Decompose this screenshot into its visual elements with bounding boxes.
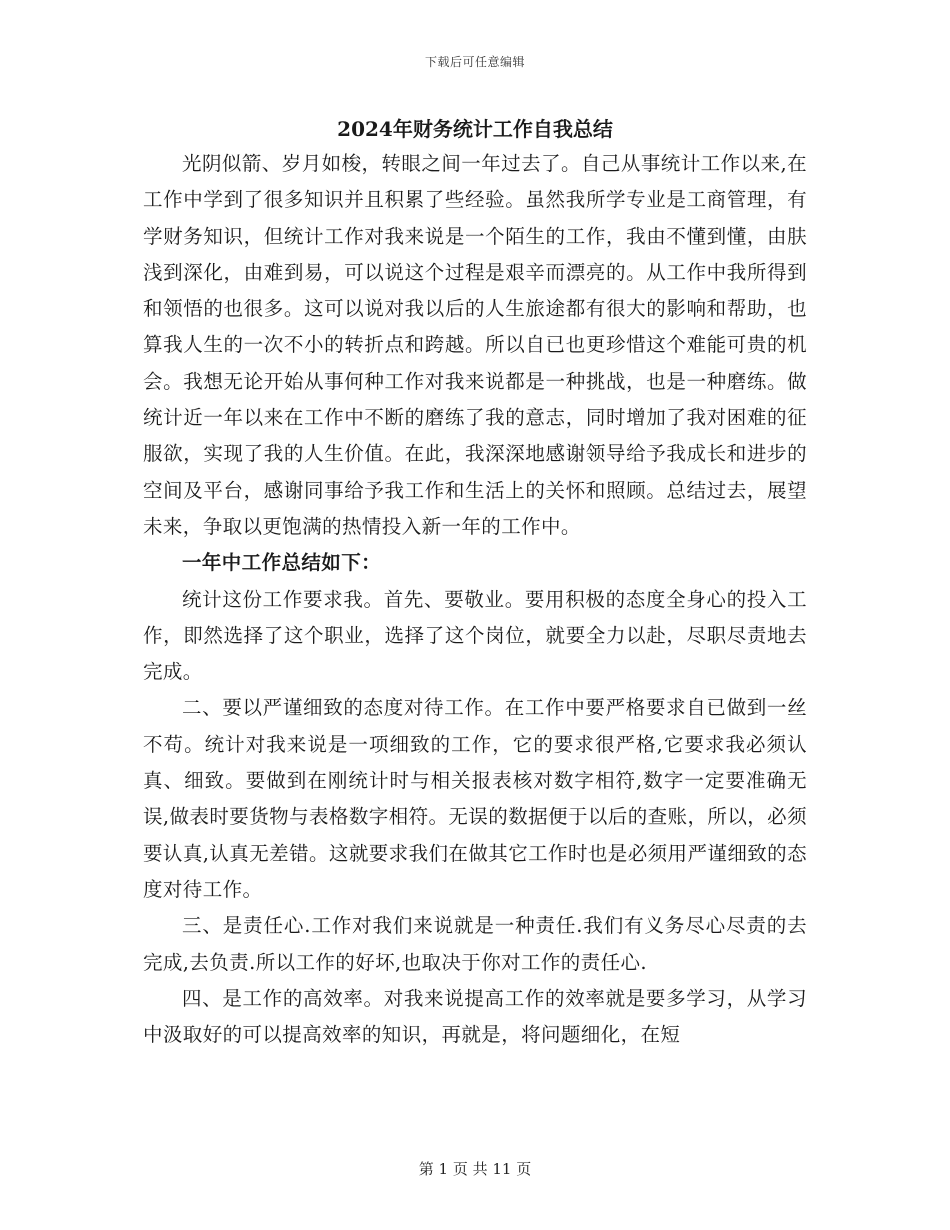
paragraph-point-4: 四、是工作的高效率。对我来说提高工作的效率就是要多学习，从学习中汲取好的可以提高效率的知识，再就是，将问题细化，在短 <box>143 986 807 1047</box>
document-title: 2024年财务统计工作自我总结 <box>337 117 613 141</box>
paragraph-point-3: 三、是责任心.工作对我们来说就是一种责任.我们有义务尽心尽责的去完成,去负责.所以工作的好坏,也取决于你对工作的责任心. <box>143 914 807 974</box>
document-body <box>143 112 807 1053</box>
paragraph-intro: 光阴似箭、岁月如梭，转眼之间一年过去了。自己从事统计工作以来,在工作中学到了很多知识并且积累了些经验。虽然我所学专业是工商管理，有学财务知识，但统计工作对我来说是一个陌生的工作，我由不懂到懂，由肤浅到深化，由难到易，可以说这个过程是艰辛而漂亮的。从工作中我所得到和领悟的也很多。这可以说对我以后的人生旅途都有很大的影响和帮助，也算我人生的一次不小的转折点和跨越。所以自已也更珍惜这个难能可贵的机会。我想无论开始从事何种工作对我来说都是一种挑战，也是一种磨练。做统计近一年以来在工作中不断的磨练了我的意志，同时增加了我对困难的征服欲，实现了我的人生价值。在此，我深深地感谢领导给予我成长和进步的空间及平台，感谢同事给予我工作和生活上的关怀和照顾。总结过去，展望未来，争取以更饱满的热情投入新一年的工作中。 <box>143 152 807 538</box>
page-number: 第 1 页 共 11 页 <box>418 1160 532 1178</box>
section-heading: 一年中工作总结如下： <box>182 551 382 575</box>
header-note: 下载后可任意编辑 <box>424 55 525 69</box>
paragraph-point-2: 二、要以严谨细致的态度对待工作。在工作中要严格要求自已做到一丝不苟。统计对我来说是一项细致的工作，它的要求很严格,它要求我必须认真、细致。要做到在刚统计时与相关报表核对数字相符,数字一定要准确无误,做表时要货物与表格数字相符。无误的数据便于以后的查账，所以，必须要认真,认真无差错。这就要求我们在做其它工作时也是必须用严谨细致的态度对待工作。 <box>143 696 807 901</box>
paragraph-point-1: 统计这份工作要求我。首先、要敬业。要用积极的态度全身心的投入工作，即然选择了这个职业，选择了这个岗位，就要全力以赴，尽职尽责地去完成。 <box>143 587 807 684</box>
